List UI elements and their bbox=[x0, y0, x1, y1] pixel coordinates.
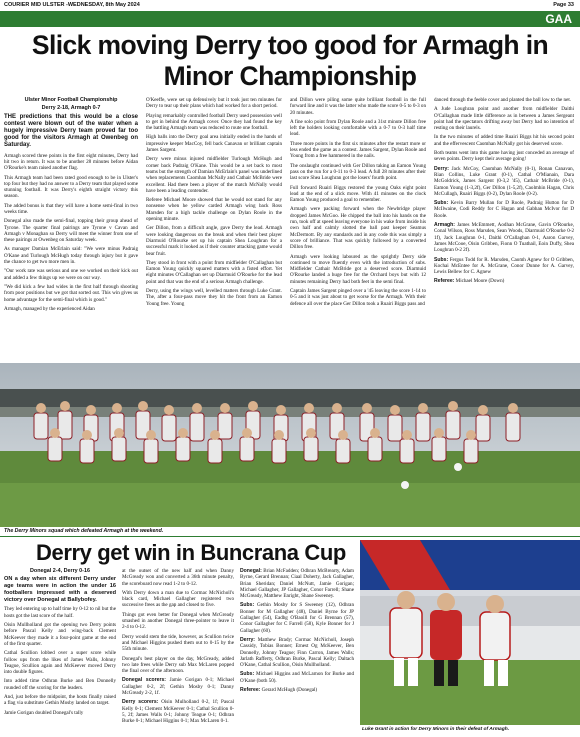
paragraph: They led entering up to half time by 0-12 to nil but the hosts got the last score of the half. bbox=[4, 606, 116, 619]
donegal-subs bbox=[240, 602, 354, 633]
story1-column-2 bbox=[146, 97, 282, 310]
team-label: Armagh: bbox=[434, 222, 455, 229]
donegal-scorers bbox=[122, 677, 234, 696]
team-list: James McEmmett, Aodhan McGrane, Gavin O'Rourke, Conal Wilson, Ross Marsden, Sean Woods, Diarmuid O'Rourke 0-2 1f), Jack Loughran 0-1, Daithi O'Callaghan 0-1, Aaron Garvey, James McCooe, Oisin Gribben, Fionn O Tuathail, Eoin Duffy, Shea Loughran 0-2 2f). bbox=[434, 222, 574, 254]
paragraph: Cathal Scullion lobbed over a super score while follow ups from the likes of James Walls, Johnny Teague, Scullion again and McKeever moved Derry into double figures. bbox=[4, 650, 116, 676]
paragraph: Armagh were looking laboured as the sprightly Derry side continued to move fluently even with the introduction of subs. Midfielder Cathair McBride got a deserved score. Diarmuid O'Rourke landed a huge free for the Orchard boys but with 12 minutes remaining Derry had both feet in the semi final. bbox=[290, 253, 426, 285]
subs-label: Subs: bbox=[434, 200, 449, 207]
derry-lineup bbox=[240, 637, 354, 668]
paper-dateline: COURIER MID ULSTER -WEDNESDAY, 8th May 2024 bbox=[4, 2, 140, 8]
paragraph: Ger Dillon, from a difficult angle, gave Derry the lead. Armagh were looking dangerous on the break and when their best player Diarmuid O'Rourke set up his captain Shea Loughran for a successful mark it looked as if their counter attacking game would bear fruit. bbox=[146, 225, 282, 257]
page-header bbox=[0, 0, 580, 10]
paragraph: This Armagh team had been rated good enough to be in Ulster's top four but they had no answer to a Derry team that played some stunning football. It was Derry's eighth straight victory this season. bbox=[4, 174, 138, 200]
score-strap: Donegal 2-4, Derry 0-16 bbox=[30, 568, 90, 574]
scorers-list: Oisin Mulholland 0-2, 1f; Pascal Kelly 0-1; Clement McKeever 0-1; Cathal Scullion 0-5, 2f; James Walls 0-1; Johnny Teague 0-1; Odhran Burke 0-1; Michael Higgins 0-1; Max McLaren 0-1. bbox=[122, 699, 235, 725]
paragraph: Both teams went into this game having just conceded an average of seven points. Derry kept their average going! bbox=[434, 150, 574, 163]
paragraph: Jamie Gorigan doubled Donegal's tally bbox=[4, 709, 84, 716]
paragraph: Three more points in the first six minutes after the restart more or less ended the game as a contest. James Sargent, Dylan Roole and Young from a free hammered in the nails. bbox=[290, 140, 426, 160]
paragraph: With Derry down a man due to Cormac McNicholl's black card, Michael Gallagher registered two successive frees as the gap and closed to five. bbox=[122, 589, 234, 609]
story2-column-1 bbox=[4, 568, 116, 719]
paragraph: Armagh were packing forward when the Newbridge player dropped James McGoo. He chipped the ball into his hands on the run, took off at speed leaving everyone in his wake from inside his own half and calmly slotted the ball past keeper Seamus McDermott. By any standards and in any code this was simply a score of brilliance. That was quickly followed by a converted Dillon free. bbox=[290, 206, 426, 251]
subs-label: Subs: bbox=[434, 256, 449, 263]
donegal-lineup bbox=[240, 568, 354, 599]
subs-label: Subs: bbox=[240, 671, 255, 678]
paragraph: Derry would stem the tide, however, as Scullion twice and Michael Higgins pushed them out to 0-15 by the 55th minute. bbox=[122, 633, 234, 653]
story2-intro: ON a day when six different Derry under age teams were in action the under 16 footballers impressed with a deserved victory over Donegal at Ballybofey. bbox=[4, 576, 116, 603]
referee-line bbox=[240, 687, 354, 693]
armagh-subs bbox=[434, 257, 574, 276]
paragraph: A fine solo point from Dylan Roole and a 31st minute Dillon free left the holders looking comfortable with a 0-7 to 0-3 half time lead. bbox=[290, 118, 426, 138]
story2-column-3 bbox=[240, 568, 354, 696]
derry-scorers bbox=[122, 699, 234, 724]
paragraph: Armagh, managed by the experienced Aidan bbox=[4, 305, 95, 312]
paragraph: Derry were minus injured midfielder Turlough McHugh and corner back Padraig O'Kane. This would be a set back to most teams but the strength of Damian McErlain's panel was underlined when replacements Caomhan McNally and Cathair McBride were excellent. Had there been a player of the match McNally would have been a leading contender. bbox=[146, 156, 282, 194]
paragraph: danced through the feeble cover and planted the ball low to the net. bbox=[434, 97, 572, 103]
paragraph: Things got even better for Donegal when McGready smashed in another Donegal three-pointer to leave it 2-4 to 0-12. bbox=[122, 611, 234, 631]
derry-subs bbox=[434, 200, 574, 219]
paragraph: Captain James Sargent pinged over a '45 leaving the score 1-14 to 0-5 and it was just about to get worse for the Armagh. With their defence all over the place Ger Dillon took a Ruairi Biggs pass and bbox=[290, 288, 426, 307]
story1-column-1 bbox=[4, 97, 138, 315]
action-photo-caption: Luke Grant in action for Derry Minors in their defeat of Armagh. bbox=[362, 727, 510, 732]
subs-label: Subs: bbox=[240, 602, 255, 609]
referee-name: Michael Moore (Down) bbox=[455, 278, 505, 285]
paragraph: Armagh scored three points in the first eight minutes, Derry had hit two in return. It was to be another 28 minutes before Aidan O'Rourke's team raised another flag. bbox=[4, 152, 138, 172]
paragraph: Oisin Mullholland got the opening two Derry points before Pascal Kelly and wing-back Clement McKeever they made it a four-point game at the end of the first quarter. bbox=[4, 622, 116, 647]
team-list: Jack McCoy, Caomhan McNally (0-1), Ronan Canavan, Rian Collins, Luke Grant (0-1), Cathal O'Mianain, Dara McGoldrick, James Sargent (0-3,2 '45), Cathair McBride (0-1), Eamon Young (1-3,2f), Ger Dillon (1-5,2f), Caolmhin Hagan, Chris McCullagh, Ruairi Biggs (0-2), Dylan Roole (0-2). bbox=[434, 165, 574, 197]
paragraph: Derry, using the wings well, levelled matters through Luke Grant. The, after a four-pass move they hit the front from an Eamon Young free. Young bbox=[146, 288, 282, 307]
referee-label: Referee: bbox=[240, 687, 261, 694]
subs-list: Michael Higgins and McLarnon for Burke and O'Kane (both 50). bbox=[240, 671, 354, 684]
team-label: Donegal: bbox=[240, 568, 262, 574]
paragraph: High balls into the Derry goal area initially ended in the hands of impressive keeper MacCoy, fell back Canavan or brilliant captain James Sargent. bbox=[146, 134, 282, 154]
paragraph: Donegal also made the semi-final, topping their group ahead of Tyrone. The quarter final pairings are Tyrone v Cavan and Armagh v Monaghan so Derry will meet the winner from one of these pairings at Owenbeg on Saturday week. bbox=[4, 218, 138, 244]
paragraph: at the outset of the new half and when Danny McGready won and converted a 36th minute penalty, the scoreboard now read 1-2 to 0-12. bbox=[122, 568, 234, 587]
story2-column-2 bbox=[122, 568, 234, 728]
team-label: Derry: bbox=[240, 636, 256, 643]
paragraph: As manager Damian McErlain said: "We were minus Padraig O'Kane and Turlough McHugh today through injury but it gave the chance to get two more men in. bbox=[4, 246, 138, 266]
paragraph: Into added time Odhran Burke and Ben Donnelly rounded off the scoring for the leaders. bbox=[4, 678, 116, 691]
paragraph: And, just before the midpoint, the hosts finally raised a flag via substitute Gethin Mosby landed on target. bbox=[4, 694, 116, 707]
second-headline: Derry get win in Buncrana Cup bbox=[36, 540, 346, 565]
referee-line bbox=[434, 278, 574, 284]
derry-subs bbox=[240, 671, 354, 684]
story1-intro: THE predictions that this would be a close contest were blown out of the water when a hugely impressive Derry team proved far too good for the visitors Armagh at Owenbeg on Saturday. bbox=[4, 113, 138, 149]
subs-list: Gethin Mosby for S Sweeney (12), Odhran Bonner for M Gallagher (48), Daniel Byrne for JP Gallagher (54), Eadbg O'Baoill for G Brennan (57), Conor Gallagher for C Farrell (58), Kyle Bonner for J Gallagher (60). bbox=[240, 602, 354, 634]
team-photo-caption: The Derry Minors squad which defeated Armagh at the weekend. bbox=[4, 528, 164, 534]
action-photo bbox=[360, 540, 580, 725]
paragraph: Donegal's best player on the day, McGready, added two late frees while Derry sub Max McLaren popped the final over of the afternoon. bbox=[122, 655, 234, 675]
story1-column-3 bbox=[290, 97, 426, 310]
subs-list: Kevin Barry Mullan for D Roole, Padraig Hutton for D McIlwaine, Codi Reddy for C Hagan and Gabhan McIvor for D Roole. bbox=[434, 200, 574, 219]
paragraph: "Our work rate was serious and one we worked on their kick out and added a few things up we were on our way. bbox=[4, 268, 138, 281]
action-photo-image bbox=[360, 540, 580, 725]
paragraph: They stood in front with a point from midfielder O'Callaghan but Eamon Young quickly squared matters with a fisted effort. Yet eight minutes O'Callaghan set up Diarmuid O'Rourke for the lead point and that was the end of a serious Armagh challenge. bbox=[146, 259, 282, 285]
section-label: GAA bbox=[545, 12, 572, 26]
page-number: Page 33 bbox=[553, 2, 574, 8]
paragraph: In the two minutes of added time Ruairi Biggs hit his second point and the effervescent Caomhan McNally got his deserved score. bbox=[434, 134, 574, 147]
paragraph: Playing remarkably controlled football Derry used possession well to get in behind the Armagh cover. Once they had found the key the battling Armagh team was reduced to route one football. bbox=[146, 112, 282, 132]
referee-name: Gerard McHugh (Donegal) bbox=[261, 687, 318, 694]
paragraph: The added bonus is that they will have a home semi-final in two weeks time. bbox=[4, 202, 138, 215]
team-label: Derry: bbox=[434, 165, 450, 172]
team-photo bbox=[0, 363, 580, 527]
subs-list: Fergus Todd for R. Marsden, Caomh Agnew for O Gribben, Kochai McEntee for A. McGrane, Conor Dunne for A. Garvey, Lewis Bellew for C. Agnew bbox=[434, 256, 574, 276]
paragraph: Referee Michael Moore showed that he would not stand for any nonsense when he yellow carded Armagh wing back Ross Marsden for a high tackle challenge on Dylan Roole in the opening minute. bbox=[146, 197, 282, 223]
story1-column-4 bbox=[434, 97, 574, 288]
section-divider bbox=[0, 536, 580, 537]
paragraph: The onslaught continued with Ger Dillon taking an Eamon Young pass on the run for a 0-11 to 0-3 lead. A full 28 minutes after their last score Shea Loughran got the losers' fourth point. bbox=[290, 162, 426, 182]
scorers-list: Jamie Gorigan 0-1; Michael Gallagher 0-2, 2f; Gethin Mosby 0-1; Danny McGready 2-2, 1f. bbox=[122, 677, 234, 697]
derry-lineup bbox=[434, 166, 574, 197]
paragraph: A Jude Loughran point and another from midfielder Daithi O'Callaghan made little difference as in between a James Sergeant point had the spectators drifting away but Derry had no intention of resting on their laurels. bbox=[434, 106, 574, 132]
team-photo-image bbox=[0, 363, 580, 527]
referee-label: Referee: bbox=[434, 278, 455, 285]
paragraph: O'Keeffe, were set up defensively but it took just ten minutes for Derry to tear up their plans which had worked for a short period. bbox=[146, 97, 282, 110]
section-bar bbox=[0, 11, 580, 27]
score-strap: Derry 2-18, Armagh 0-7 bbox=[41, 105, 101, 112]
main-headline: Slick moving Derry too good for Armagh in Minor Championship bbox=[31, 30, 549, 91]
paragraph: Full forward Ruairi Biggs restored the young Oaks eight point lead at the end of a slick move. With 41 minutes on the clock Eamon Young produced a goal to remember. bbox=[290, 184, 426, 204]
competition-strap: Ulster Minor Football Championship bbox=[24, 97, 118, 103]
paragraph: "We did kick a few bad wides in the first half through shooting from poor positions but we got that sorted out. This win gives us home advantage for the semi-final which is good." bbox=[4, 283, 138, 303]
scorers-label: Donegal scorers: bbox=[122, 677, 166, 684]
team-list: Matthew Brady; Cormac McNicholl, Joseph Cassidy, Tobias Bonner; Ernest Og McKeever, Ben Donnelly, Johnny Teague; Finn Carron, James Walls; Jarlath Rafferty, Odhran Burke, Pascal Kelly; Daltach O'Kane, Cathal Scullion, Oisin Mullholland. bbox=[240, 636, 354, 669]
paragraph: and Dillon were piling some quite brilliant football in the full forward line and it was the latter who made the score 0-5 to 0-3 on 20 minutes. bbox=[290, 97, 426, 116]
armagh-lineup bbox=[434, 222, 574, 253]
team-list: Brian McFadden; Odhran McBrearty, Adam Byrne, Gerard Brennan; Ciaal Doherty, Jack Gallagher, Brian Sheridan; Daniel McNutt, Jamie Gorigan; Michael Gallagher, JP Gallagher, Conor Farrell; Shane McGready, Matthew Enright, Shane Sweeney. bbox=[240, 568, 354, 600]
scorers-label: Derry scorers: bbox=[122, 699, 159, 706]
